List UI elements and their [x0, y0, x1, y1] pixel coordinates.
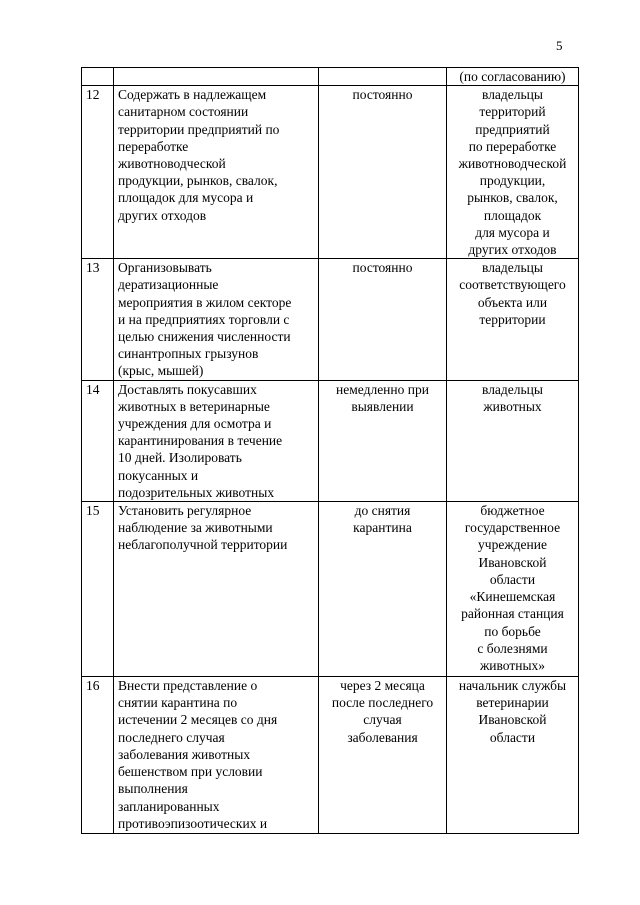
table-row	[82, 86, 579, 259]
term-cell: немедленно при выявлении	[319, 380, 447, 501]
measure-cell: Доставлять покусавших животных в ветеринарные учреждения для осмотра и карантинирования в течение 10 дней. Изолировать покусанных и подозрительных животных	[114, 380, 319, 501]
responsible-cell: владельцы животных	[447, 380, 579, 501]
responsible-cell: начальник службы ветеринарии Ивановской области	[447, 677, 579, 834]
table-row	[82, 380, 579, 501]
measure-cell: Установить регулярное наблюдение за животными неблагополучной территории	[114, 502, 319, 677]
term-cell: через 2 месяца после последнего случая заболевания	[319, 677, 447, 834]
table-row	[82, 677, 579, 834]
term-cell: постоянно	[319, 86, 447, 259]
term-cell	[319, 68, 447, 86]
row-number: 12	[82, 86, 114, 259]
measure-cell	[114, 68, 319, 86]
row-number: 16	[82, 677, 114, 834]
row-number	[82, 68, 114, 86]
measure-cell: Содержать в надлежащем санитарном состоянии территории предприятий по переработке животноводческой продукции, рынков, свалок, площадок для мусора и других отходов	[114, 86, 319, 259]
measures-table	[81, 67, 579, 834]
table-row	[82, 502, 579, 677]
responsible-cell: (по согласованию)	[447, 68, 579, 86]
row-number: 14	[82, 380, 114, 501]
measure-cell: Внести представление о снятии карантина по истечении 2 месяцев со дня последнего случая заболевания животных бешенством при условии выполнения запланированных противоэпизоотических и	[114, 677, 319, 834]
term-cell: постоянно	[319, 259, 447, 380]
responsible-cell: бюджетное государственное учреждение Ивановской области «Кинешемская районная станция по борьбе с болезнями животных»	[447, 502, 579, 677]
measure-cell: Организовывать дератизационные мероприятия в жилом секторе и на предприятиях торговли с целью снижения численности синантропных грызунов (крыс, мышей)	[114, 259, 319, 380]
row-number: 15	[82, 502, 114, 677]
responsible-cell: владельцы соответствующего объекта или территории	[447, 259, 579, 380]
table-row	[82, 259, 579, 380]
row-number: 13	[82, 259, 114, 380]
responsible-cell: владельцы территорий предприятий по переработке животноводческой продукции, рынков, свалок, площадок для мусора и других отходов	[447, 86, 579, 259]
term-cell: до снятия карантина	[319, 502, 447, 677]
page-number: 5	[556, 38, 563, 53]
table-row-continuation	[82, 68, 579, 86]
